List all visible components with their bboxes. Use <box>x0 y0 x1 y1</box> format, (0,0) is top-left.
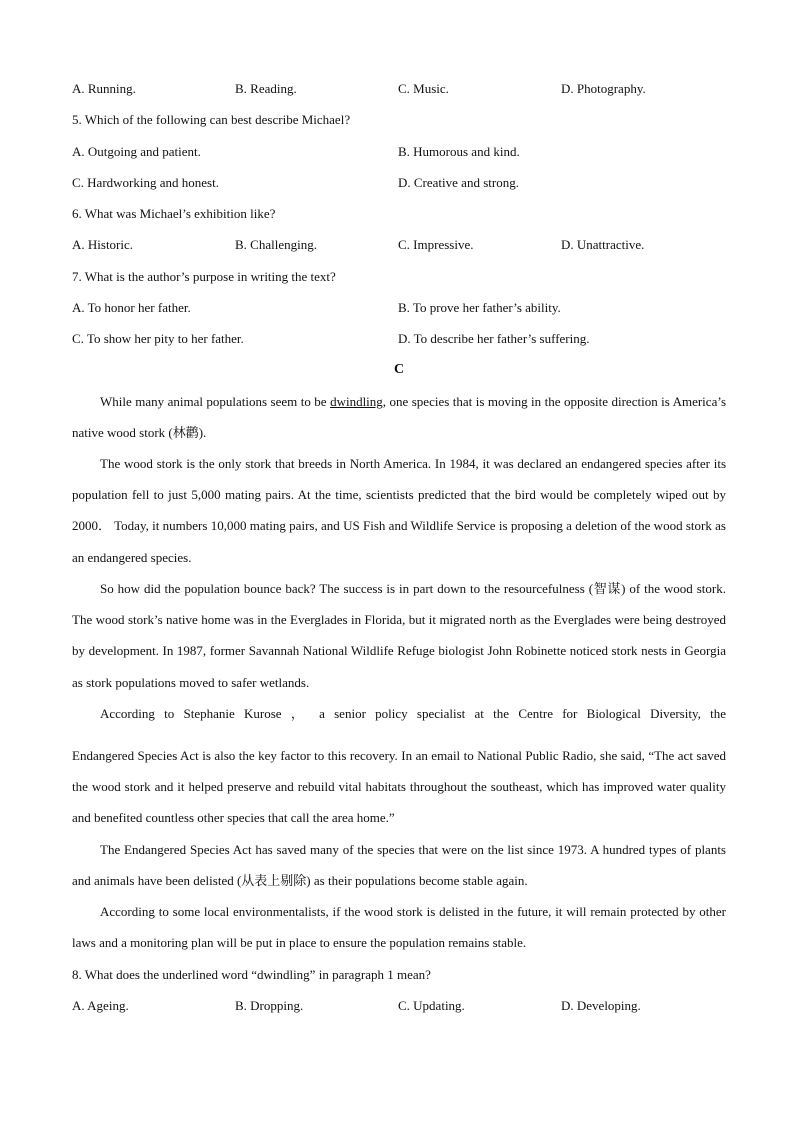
q6-option-b: B. Challenging. <box>235 237 317 252</box>
q5-question: 5. Which of the following can best describe Michael? <box>72 112 351 127</box>
passage-paragraph-4-rest: Endangered Species Act is also the key factor to this recovery. In an email to National Public Radio, she said, “The act saved the wood stork and it helped preserve and rebuild vital habitats throughout the southeast, which has improved water quality and benefited countless other species that call the area home.” <box>72 748 726 826</box>
q8-option-c: C. Updating. <box>398 998 465 1013</box>
q4-option-b: B. Reading. <box>235 81 297 96</box>
q7-question: 7. What is the author’s purpose in writing the text? <box>72 269 336 284</box>
q7-option-d: D. To describe her father’s suffering. <box>398 331 590 346</box>
q5-option-b: B. Humorous and kind. <box>398 144 520 159</box>
p1-text-before: While many animal populations seem to be <box>100 394 331 409</box>
p1-text-after: , one species that is moving in the opposite direction is America’s native wood stork (林鹳). <box>72 394 727 441</box>
q8-question: 8. What does the underlined word “dwindling” in paragraph 1 mean? <box>72 967 431 982</box>
q8-options <box>72 996 726 1016</box>
q8-option-b: B. Dropping. <box>235 998 304 1013</box>
q5-options-row-2 <box>72 173 726 193</box>
section-heading: C <box>393 362 405 377</box>
q5-option-a: A. Outgoing and patient. <box>72 144 201 159</box>
q5-option-d: D. Creative and strong. <box>398 175 519 190</box>
q7-options-row-1 <box>72 298 726 318</box>
underlined-word-dwindling: dwindling <box>330 394 383 409</box>
q8-option-d: D. Developing. <box>561 998 641 1013</box>
q7-option-a: A. To honor her father. <box>72 300 191 315</box>
q6-option-a: A. Historic. <box>72 237 134 252</box>
q8-option-a: A. Ageing. <box>72 998 129 1013</box>
q4-option-a: A. Running. <box>72 81 136 96</box>
passage-paragraph-6: According to some local environmentalists, if the wood stork is delisted in the future, it will remain protected by other laws and a monitoring plan will be put in place to ensure the population remains stable. <box>72 904 726 951</box>
q6-option-c: C. Impressive. <box>398 237 474 252</box>
passage-paragraph-1 <box>72 386 726 448</box>
q5-option-c: C. Hardworking and honest. <box>72 175 219 190</box>
q7-options-row-2 <box>72 329 726 349</box>
q4-option-d: D. Photography. <box>561 81 646 96</box>
q5-options-row-1 <box>72 142 726 162</box>
q7-option-b: B. To prove her father’s ability. <box>398 300 561 315</box>
passage-paragraph-4-line-1: According to Stephanie Kurose ， a senior policy specialist at the Centre for Biological Diversity, the <box>100 706 726 721</box>
passage-paragraph-2: The wood stork is the only stork that breeds in North America. In 1984, it was declared an endangered species after its population fell to just 5,000 mating pairs. At the time, scientists predicted that the bird would be completely wiped out by 2000． Today, it numbers 10,000 mating pairs, and US Fish and Wildlife Service is proposing a deletion of the wood stork as an endangered species. <box>72 456 726 565</box>
passage-paragraph-5: The Endangered Species Act has saved many of the species that were on the list since 1973. A hundred types of plants and animals have been delisted (从表上剔除) as their populations become stable again. <box>72 842 726 889</box>
q6-options <box>72 235 726 255</box>
q4-options <box>72 79 726 99</box>
passage-paragraph-3: So how did the population bounce back? The success is in part down to the resourcefulness (智谋) of the wood stork. The wood stork’s native home was in the Everglades in Florida, but it migrated north as the Everglades were being destroyed by development. In 1987, former Savannah National Wildlife Refuge biologist John Robinette noticed stork nests in Georgia as stork populations moved to safer wetlands. <box>72 581 726 690</box>
q6-question: 6. What was Michael’s exhibition like? <box>72 206 276 221</box>
q6-option-d: D. Unattractive. <box>561 237 645 252</box>
q7-option-c: C. To show her pity to her father. <box>72 331 244 346</box>
q4-option-c: C. Music. <box>398 81 449 96</box>
